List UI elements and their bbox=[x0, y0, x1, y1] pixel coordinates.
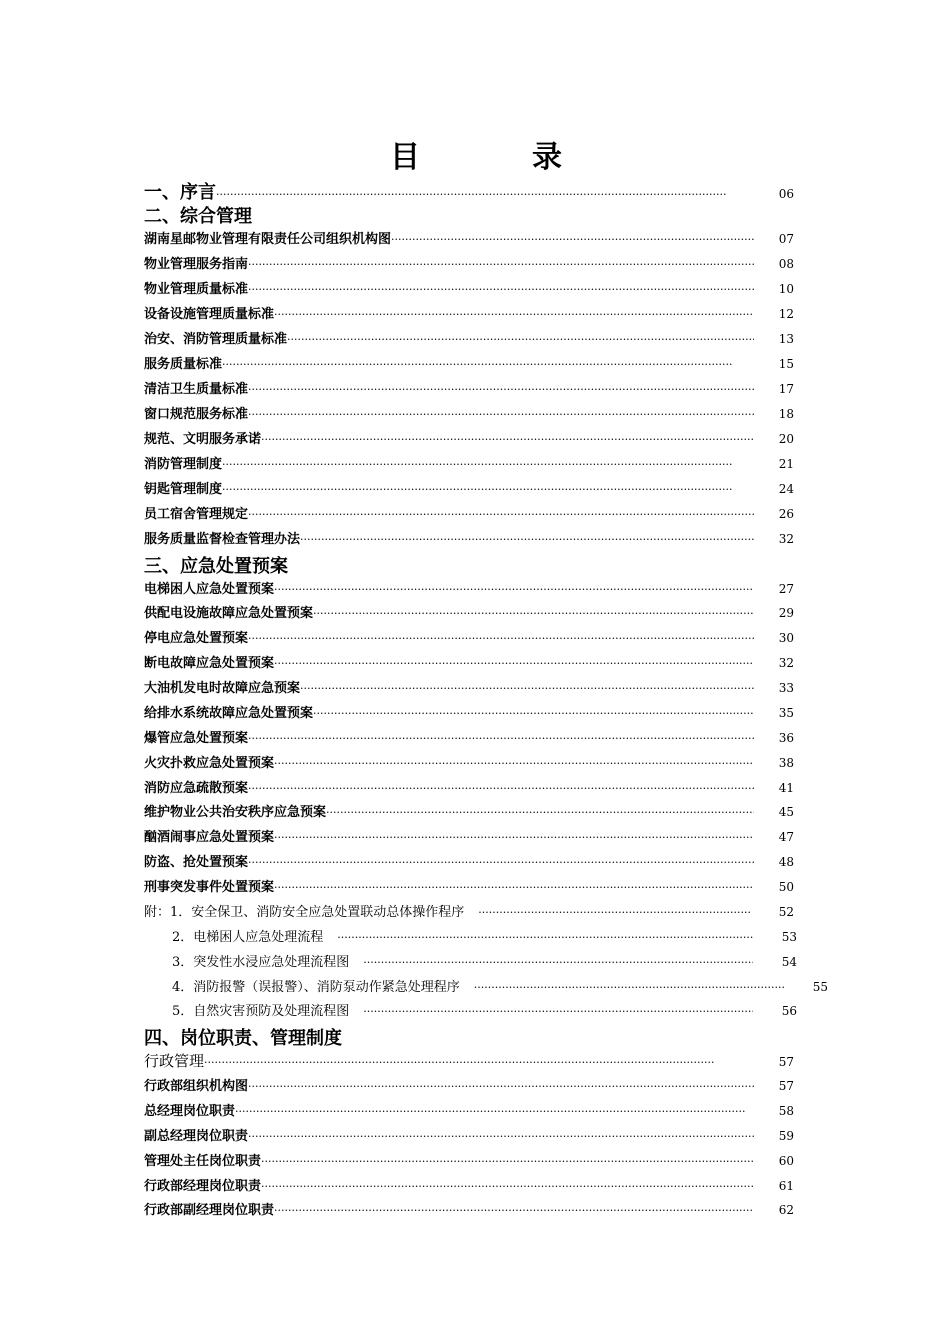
toc-entry-title: 行政部经理岗位职责 bbox=[144, 1179, 262, 1194]
dot-leader bbox=[248, 258, 754, 271]
toc-entry-title: 三、应急处置预案 bbox=[144, 556, 288, 577]
toc-page-number: 47 bbox=[778, 830, 794, 844]
toc-entry bbox=[144, 1199, 794, 1221]
toc-page-number: 52 bbox=[778, 905, 794, 919]
toc-entry-title: 服务质量标准 bbox=[144, 357, 223, 372]
toc-entry bbox=[144, 303, 794, 325]
dot-leader bbox=[474, 981, 784, 994]
dot-leader bbox=[363, 1005, 753, 1018]
toc-entry-title: 湖南星邮物业管理有限责任公司组织机构图 bbox=[144, 232, 392, 247]
toc-entry-title: 电梯困人应急处置预案 bbox=[144, 582, 275, 597]
toc-page-number: 54 bbox=[781, 955, 797, 969]
dot-leader bbox=[274, 657, 754, 670]
toc-page-number: 24 bbox=[778, 482, 794, 496]
toc-page-number: 17 bbox=[778, 382, 794, 396]
toc-entry-title: 火灾扑救应急处置预案 bbox=[144, 756, 275, 771]
toc-entry bbox=[144, 876, 794, 898]
dot-leader bbox=[248, 1130, 754, 1143]
toc-page-number: 30 bbox=[778, 631, 794, 645]
toc-entry-title: 员工宿舍管理规定 bbox=[144, 507, 249, 522]
toc-page-number: 58 bbox=[778, 1104, 794, 1118]
toc-page-number: 32 bbox=[778, 532, 794, 546]
dot-leader bbox=[300, 533, 754, 546]
toc-entry-title: 供配电设施故障应急处置预案 bbox=[144, 606, 314, 621]
toc-entry bbox=[144, 901, 794, 923]
toc-page-number: 60 bbox=[778, 1154, 794, 1168]
toc-entry bbox=[172, 1000, 797, 1022]
toc-entry-title: 行政部组织机构图 bbox=[144, 1079, 249, 1094]
dot-leader bbox=[287, 333, 754, 346]
toc-page-number: 41 bbox=[778, 781, 794, 795]
toc-entry bbox=[144, 403, 794, 425]
toc-entry-title: 停电应急处置预案 bbox=[144, 631, 249, 646]
dot-leader bbox=[248, 283, 754, 296]
toc-entry bbox=[144, 453, 794, 475]
toc-entry bbox=[144, 353, 794, 375]
toc-page-number: 13 bbox=[778, 332, 794, 346]
toc-page-number: 20 bbox=[778, 432, 794, 446]
toc-page-number: 48 bbox=[778, 855, 794, 869]
toc-page-number: 15 bbox=[778, 357, 794, 371]
toc-entry-title: 物业管理质量标准 bbox=[144, 282, 249, 297]
dot-leader bbox=[222, 358, 754, 371]
toc-entry-title: 物业管理服务指南 bbox=[144, 257, 249, 272]
toc-entry bbox=[144, 178, 794, 203]
toc-page-number: 38 bbox=[778, 756, 794, 770]
toc-entry bbox=[144, 777, 794, 799]
dot-leader bbox=[222, 483, 754, 496]
toc-page-number: 27 bbox=[778, 582, 794, 596]
toc-entry bbox=[144, 727, 794, 749]
toc-entry-title: 4．消防报警（误报警）、消防泵动作紧急处理程序 bbox=[172, 980, 460, 995]
toc-entry-title: 清洁卫生质量标准 bbox=[144, 382, 249, 397]
toc-entry bbox=[144, 702, 794, 724]
toc-entry bbox=[144, 752, 794, 774]
dot-leader bbox=[391, 233, 754, 246]
toc-page-number: 12 bbox=[778, 307, 794, 321]
toc-entry bbox=[144, 851, 794, 873]
dot-leader bbox=[248, 1080, 754, 1093]
toc-entry-title: 行政部副经理岗位职责 bbox=[144, 1203, 275, 1218]
toc-page-number: 07 bbox=[778, 232, 794, 246]
toc-page-number: 10 bbox=[778, 282, 794, 296]
dot-leader bbox=[248, 508, 754, 521]
dot-leader bbox=[248, 383, 754, 396]
toc-heading bbox=[144, 202, 794, 227]
dot-leader bbox=[204, 1056, 754, 1069]
toc-entry-title: 2．电梯困人应急处理流程 bbox=[172, 930, 324, 945]
toc-page-number: 59 bbox=[778, 1129, 794, 1143]
dot-leader bbox=[248, 732, 754, 745]
toc-entry-title: 酗酒闹事应急处置预案 bbox=[144, 830, 275, 845]
toc-page-number: 32 bbox=[778, 656, 794, 670]
dot-leader bbox=[337, 931, 753, 944]
toc-entry bbox=[144, 578, 794, 600]
toc-entry-title: 四、岗位职责、管理制度 bbox=[144, 1028, 342, 1049]
toc-heading bbox=[144, 1024, 794, 1049]
toc-entry bbox=[144, 826, 794, 848]
toc-entry bbox=[144, 328, 794, 350]
toc-page-number: 06 bbox=[778, 187, 794, 201]
toc-entry-title: 给排水系统故障应急处置预案 bbox=[144, 706, 314, 721]
dot-leader bbox=[274, 308, 754, 321]
toc-entry-title: 行政管理 bbox=[144, 1052, 205, 1070]
title-char-1: 目 bbox=[390, 140, 420, 175]
toc-page-number: 57 bbox=[778, 1055, 794, 1069]
toc-page-number: 21 bbox=[778, 457, 794, 471]
dot-leader bbox=[261, 1180, 754, 1193]
toc-entry bbox=[144, 253, 794, 275]
toc-entry bbox=[144, 503, 794, 525]
dot-leader bbox=[274, 881, 754, 894]
toc-entry bbox=[144, 1050, 794, 1072]
dot-leader bbox=[313, 707, 754, 720]
toc-entry-title: 窗口规范服务标准 bbox=[144, 407, 249, 422]
title-char-2: 录 bbox=[532, 140, 562, 175]
dot-leader bbox=[261, 1155, 754, 1168]
toc-entry bbox=[144, 228, 794, 250]
toc-entry-title: 二、综合管理 bbox=[144, 206, 252, 227]
dot-leader bbox=[300, 682, 754, 695]
toc-entry bbox=[144, 602, 794, 624]
toc-entry bbox=[144, 478, 794, 500]
toc-entry-title: 设备设施管理质量标准 bbox=[144, 307, 275, 322]
dot-leader bbox=[235, 1105, 754, 1118]
toc-page-number: 36 bbox=[778, 731, 794, 745]
dot-leader bbox=[363, 956, 753, 969]
toc-entry bbox=[144, 1175, 794, 1197]
toc-entry-title: 消防应急疏散预案 bbox=[144, 781, 249, 796]
toc-page-number: 18 bbox=[778, 407, 794, 421]
dot-leader bbox=[248, 632, 754, 645]
toc-entry-title: 一、序言 bbox=[144, 182, 216, 203]
dot-leader bbox=[274, 831, 754, 844]
toc-page-number: 50 bbox=[778, 880, 794, 894]
dot-leader bbox=[326, 806, 754, 819]
toc-entry bbox=[144, 428, 794, 450]
toc-page-number: 57 bbox=[778, 1079, 794, 1093]
dot-leader bbox=[274, 583, 754, 596]
toc-entry bbox=[144, 677, 794, 699]
toc-entry bbox=[144, 801, 794, 823]
toc-entry-title: 大油机发电时故障应急预案 bbox=[144, 681, 301, 696]
toc-entry-title: 维护物业公共治安秩序应急预案 bbox=[144, 805, 327, 820]
dot-leader bbox=[222, 458, 754, 471]
toc-entry bbox=[144, 1100, 794, 1122]
toc-entry-title: 爆管应急处置预案 bbox=[144, 731, 249, 746]
toc-entry-title: 3．突发性水浸应急处理流程图 bbox=[172, 955, 350, 970]
toc-entry bbox=[144, 1125, 794, 1147]
toc-entry bbox=[144, 528, 794, 550]
toc-page-number: 56 bbox=[781, 1004, 797, 1018]
toc-page-number: 33 bbox=[778, 681, 794, 695]
toc-entry-title: 副总经理岗位职责 bbox=[144, 1129, 249, 1144]
dot-leader bbox=[313, 607, 754, 620]
dot-leader bbox=[478, 906, 750, 919]
dot-leader bbox=[248, 856, 754, 869]
toc-entry bbox=[172, 926, 797, 948]
toc-entry bbox=[172, 976, 828, 998]
toc-page-number: 55 bbox=[812, 980, 828, 994]
toc-entry-title: 服务质量监督检查管理办法 bbox=[144, 532, 301, 547]
toc-entry-title: 钥匙管理制度 bbox=[144, 482, 223, 497]
toc-entry bbox=[144, 1150, 794, 1172]
toc-page-number: 08 bbox=[778, 257, 794, 271]
toc-entry bbox=[144, 652, 794, 674]
toc-page-number: 62 bbox=[778, 1203, 794, 1217]
dot-leader bbox=[216, 188, 754, 201]
toc-entry-title: 附：1．安全保卫、消防安全应急处置联动总体操作程序 bbox=[144, 905, 465, 920]
toc-entry-title: 断电故障应急处置预案 bbox=[144, 656, 275, 671]
toc-entry-title: 刑事突发事件处置预案 bbox=[144, 880, 275, 895]
toc-entry-title: 管理处主任岗位职责 bbox=[144, 1154, 262, 1169]
toc-entry bbox=[172, 951, 797, 973]
toc-entry bbox=[144, 627, 794, 649]
dot-leader bbox=[274, 757, 754, 770]
toc-entry bbox=[144, 278, 794, 300]
dot-leader bbox=[248, 782, 754, 795]
toc-entry bbox=[144, 378, 794, 400]
toc-entry-title: 总经理岗位职责 bbox=[144, 1104, 236, 1119]
toc-page-number: 61 bbox=[778, 1179, 794, 1193]
toc-page-number: 53 bbox=[781, 930, 797, 944]
toc-heading bbox=[144, 552, 794, 577]
dot-leader bbox=[274, 1204, 754, 1217]
toc-page-number: 35 bbox=[778, 706, 794, 720]
toc-entry bbox=[144, 1075, 794, 1097]
dot-leader bbox=[248, 408, 754, 421]
toc-page-number: 29 bbox=[778, 606, 794, 620]
dot-leader bbox=[261, 433, 754, 446]
toc-page-number: 26 bbox=[778, 507, 794, 521]
toc-entry-title: 防盗、抢处置预案 bbox=[144, 855, 249, 870]
toc-entry-title: 规范、文明服务承诺 bbox=[144, 432, 262, 447]
toc-entry-title: 消防管理制度 bbox=[144, 457, 223, 472]
toc-entry-title: 治安、消防管理质量标准 bbox=[144, 332, 288, 347]
toc-page-number: 45 bbox=[778, 805, 794, 819]
toc-entry-title: 5．自然灾害预防及处理流程图 bbox=[172, 1004, 350, 1019]
